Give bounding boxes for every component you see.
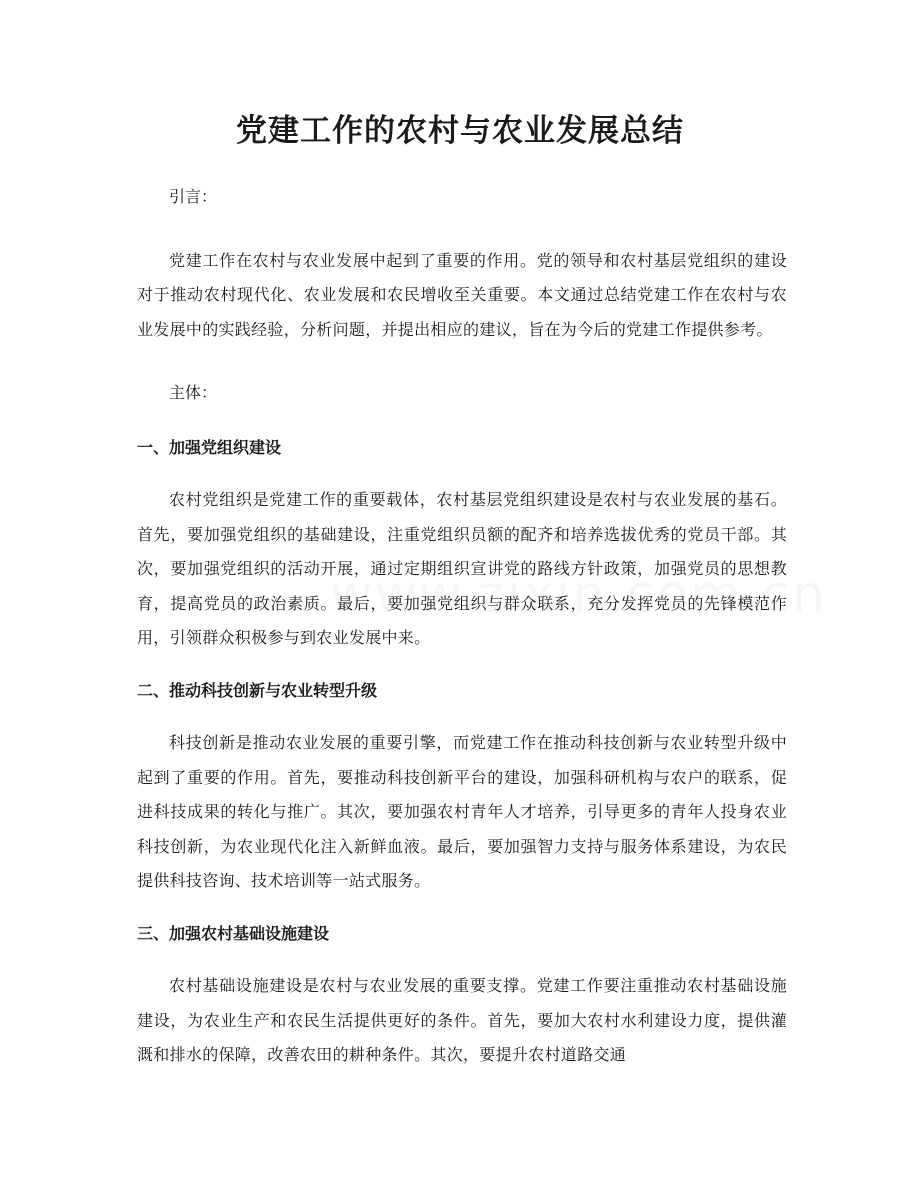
section-paragraph-2: 科技创新是推动农业发展的重要引擎，而党建工作在推动科技创新与农业转型升级中起到了重要的作用。首先，要推动科技创新平台的建设，加强科研机构与农户的联系，促进科技成果的转化与推广。其次，要加强农村青年人才培养，引导更多的青年人投身农业科技创新，为农业现代化注入新鲜血液。最后，要加强智力支持与服务体系建设，为农民提供科技咨询、技术培训等一站式服务。 [137, 733, 787, 890]
spacer [137, 899, 787, 917]
section-heading-1: 一、加强党组织建设 [137, 437, 282, 457]
section-heading-2: 二、推动科技创新与农业转型升级 [137, 680, 378, 700]
spacer [137, 656, 787, 674]
intro-paragraph: 党建工作在农村与农业发展中起到了重要的作用。党的领导和农村基层党组织的建设对于推动农村现代化、农业发展和农民增收至关重要。本文通过总结党建工作在农村与农业发展中的实践经验，分析问题，并提出相应的建议，旨在为今后的党建工作提供参考。 [137, 250, 787, 339]
spacer [137, 347, 787, 376]
spacer [137, 951, 787, 969]
spacer [137, 465, 787, 483]
spacer [137, 215, 787, 244]
section-paragraph-3: 农村基础设施建设是农村与农业发展的重要支撑。党建工作要注重推动农村基础设施建设，为农业生产和农民生活提供更好的条件。首先，要加大农村水利建设力度，提供灌溉和排水的保障，改善农田的耕种条件。其次，要提升农村道路交通 [137, 976, 787, 1064]
section-paragraph-1: 农村党组织是党建工作的重要载体，农村基层党组织建设是农村与农业发展的基石。首先，要加强党组织的基础建设，注重党组织员额的配齐和培养选拔优秀的党员干部。其次，要加强党组织的活动开展，通过定期组织宣讲党的路线方针政策，加强党员的思想教育，提高党员的政治素质。最后，要加强党组织与群众联系，充分发挥党员的先锋模范作用，引领群众积极参与到农业发展中来。 [137, 490, 787, 647]
body-label: 主体： [169, 383, 218, 402]
intro-label: 引言： [169, 187, 218, 206]
section-heading-3: 三、加强农村基础设施建设 [137, 923, 330, 943]
spacer [137, 411, 787, 431]
spacer [137, 708, 787, 726]
page-title: 党建工作的农村与农业发展总结 [236, 113, 684, 149]
document-content [137, 180, 787, 1073]
